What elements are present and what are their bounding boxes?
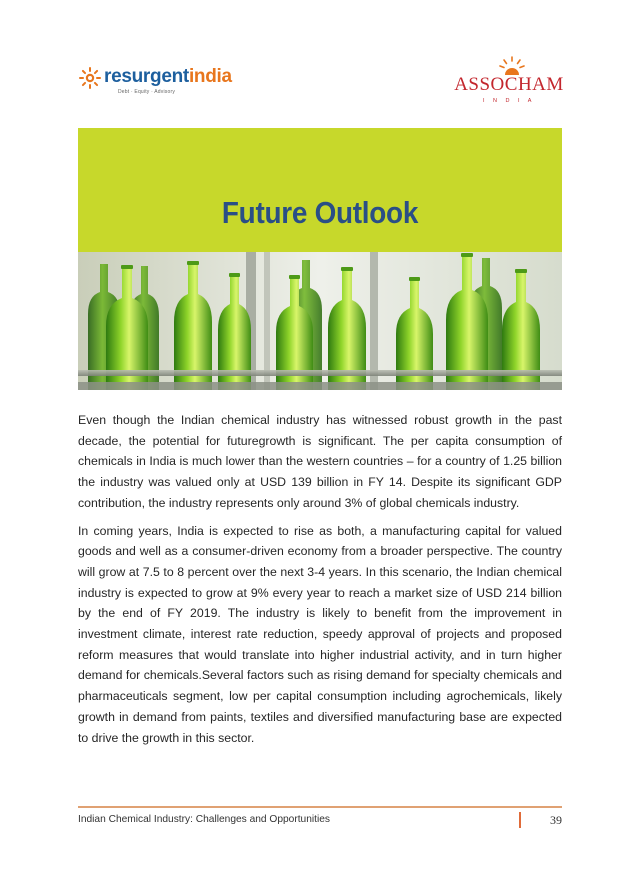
resurgentindia-logo — [78, 64, 232, 104]
body-text — [78, 410, 562, 748]
paragraph-2: In coming years, India is expected to rise as both, a manufacturing capital for valued goods and well as a consumer-driven economy from a broader perspective. The country will grow at 7.5 to 8 percent over the next 3-4 years. In this scenario, the Indian chemical industry is expected to grow at 9% every year to reach a market size of USD 214 billion by the end of FY 2019. The industry is likely to benefit from the improvement in investment climate, interest rate reduction, speedy approval of projects and proposed reform measures that would translate into higher industrial activity, and in turn higher demand for chemicals.Several factors such as rising demand for specialty chemicals and pharmaceuticals segment, low per capital consumption including agrochemicals, likely growth in demand from paints, textiles and diversified manufacturing base are expected to drive the growth in this sector. — [78, 523, 562, 745]
assocham-subtitle: I N D I A — [483, 98, 535, 104]
footer-title: Indian Chemical Industry: Challenges and Opportunities — [78, 814, 331, 825]
assocham-wordmark: ASSOCHAM — [454, 74, 564, 95]
rising-sun-icon — [498, 54, 526, 76]
resurgentindia-wordmark — [104, 66, 232, 88]
paragraph-1: Even though the Indian chemical industry has witnessed robust growth in the past decade, the potential for futuregrowth is significant. The per capita consumption of chemicals in India is much lower than the western countries – for a country of 1.25 billion the industry was valued only at USD 139 billion in FY 14. Despite its significant GDP contribution, the industry represents only around 3% of global chemicals industry. — [78, 413, 562, 510]
green-bottles-illustration — [78, 252, 562, 390]
resurgentindia-tagline: Debt · Equity · Advisory — [118, 89, 176, 95]
footer-accent-bar — [519, 812, 521, 828]
logo-word-india: india — [188, 66, 232, 87]
section-title: Future Outlook — [221, 195, 419, 230]
page-number: 39 — [550, 813, 562, 827]
logo-word-resurgent: resurgent — [104, 66, 189, 87]
assocham-logo — [454, 54, 564, 104]
banner-color-panel — [78, 128, 562, 252]
bottles-photo — [78, 252, 562, 390]
section-banner — [78, 128, 562, 390]
footer-divider — [78, 806, 562, 808]
sunburst-icon — [78, 66, 102, 90]
